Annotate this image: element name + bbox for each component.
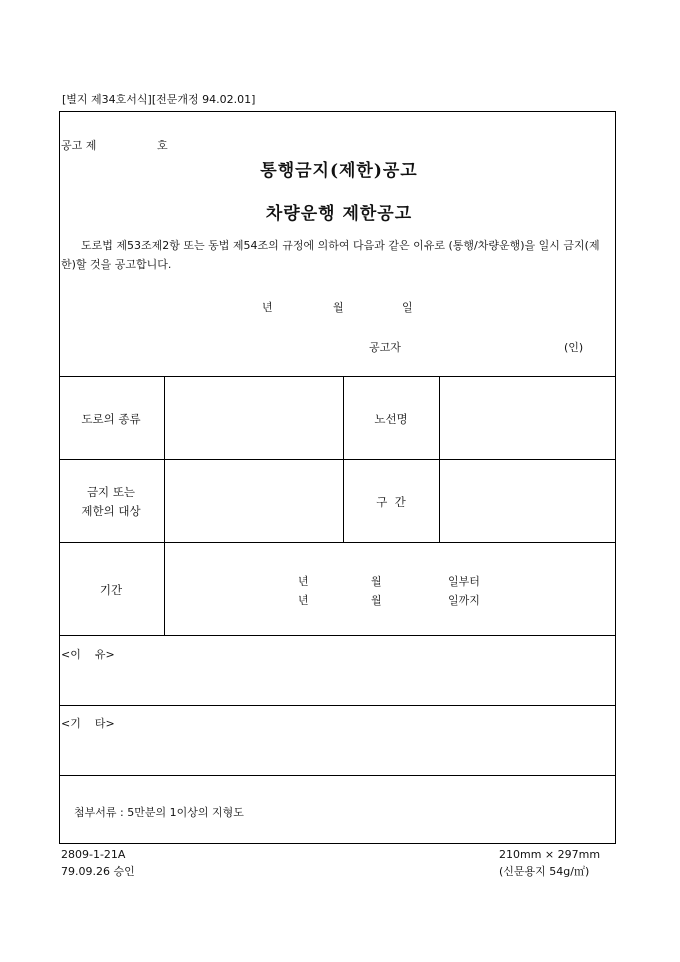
route-name-label: 노선명: [374, 412, 408, 426]
divider-table-top: [59, 376, 616, 377]
period-from-day: 일부터: [448, 575, 480, 588]
divider-row-3: [59, 542, 616, 543]
divider-col-3: [439, 376, 440, 542]
title-traffic-prohibition: 통행금지(제한)공고: [260, 161, 418, 181]
divider-attachment: [59, 775, 616, 776]
divider-col-1: [164, 376, 165, 635]
target-label-line2: 제한의 대상: [81, 504, 141, 518]
road-type-label: 도로의 종류: [81, 412, 141, 426]
divider-row-2: [59, 459, 616, 460]
target-label-line1: 금지 또는: [86, 485, 136, 499]
period-from-year: 년: [298, 575, 309, 588]
attachment-note: 첨부서류 : 5만분의 1이상의 지형도: [74, 806, 244, 819]
period-to-day: 일까지: [448, 594, 480, 607]
paper-size: 210mm × 297mm: [499, 848, 601, 861]
announcer-label: 공고자: [369, 341, 401, 354]
notice-body: 도로법 제53조제2항 또는 동법 제54조의 규정에 의하여 다음과 같은 이유로 (통행/차량운행)을 일시 금지(제한)할 것을 공고합니다.: [61, 239, 600, 271]
notice-date-day: 일: [402, 301, 413, 314]
section-label: 구 간: [376, 495, 406, 509]
title-vehicle-restriction: 차량운행 제한공고: [265, 204, 413, 224]
other-label: <기 타>: [61, 717, 115, 730]
period-to-month: 월: [371, 594, 382, 607]
paper-type: (신문용지 54g/㎡): [499, 865, 590, 878]
divider-other: [59, 705, 616, 706]
period-label: 기간: [99, 583, 123, 597]
period-from-month: 월: [371, 575, 382, 588]
divider-reason: [59, 635, 616, 636]
approval-date: 79.09.26 승인: [61, 865, 135, 878]
notice-date-year: 년: [262, 301, 273, 314]
notice-number-prefix: 공고 제: [61, 139, 97, 152]
notice-date-month: 월: [333, 301, 344, 314]
form-number: [별지 제34호서식][전문개정 94.02.01]: [62, 93, 256, 106]
reason-label: <이 유>: [61, 648, 115, 661]
period-to-year: 년: [298, 594, 309, 607]
notice-number-suffix: 호: [157, 139, 168, 152]
divider-col-2: [343, 376, 344, 542]
form-code: 2809-1-21A: [61, 848, 126, 861]
seal-label: (인): [564, 341, 584, 354]
